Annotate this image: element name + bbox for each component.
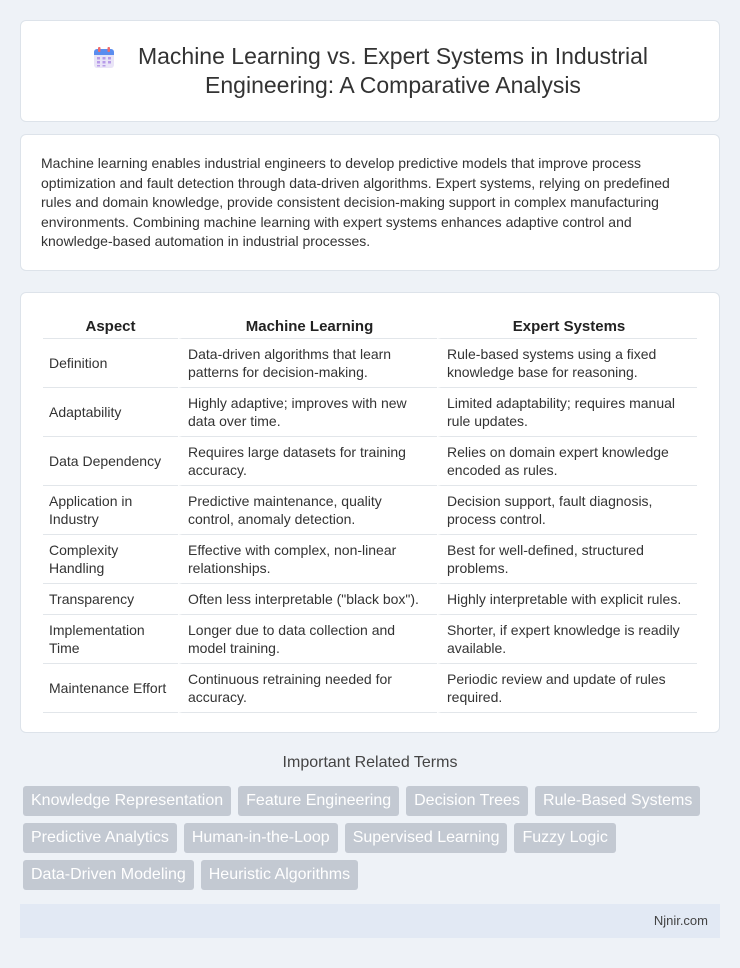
tag-feature-engineering[interactable]: Feature Engineering <box>238 786 399 816</box>
intro-text: Machine learning enables industrial engineers to develop predictive models that improve process optimization and fault detection through data-driven algorithms. Expert systems, relying on predefined rules and domain knowledge, provide consistent decision-making support in complex manufacturing environments. Combining machine learning with expert systems enhances adaptive control and knowledge-based automation in industrial processes. <box>41 155 670 249</box>
aspect-cell: Adaptability <box>43 388 178 437</box>
expert-systems-cell: Limited adaptability; requires manual rule updates. <box>437 388 697 437</box>
aspect-cell: Complexity Handling <box>43 535 178 584</box>
expert-systems-cell: Best for well-defined, structured problems. <box>437 535 697 584</box>
expert-systems-cell: Decision support, fault diagnosis, process control. <box>437 486 697 535</box>
machine-learning-cell: Longer due to data collection and model training. <box>178 615 437 664</box>
footer-site-link[interactable]: Njnir.com <box>653 913 708 928</box>
machine-learning-cell: Continuous retraining needed for accuracy. <box>178 664 437 713</box>
page-title-line-1: Machine Learning vs. Expert Systems in Industrial <box>137 43 649 69</box>
expert-systems-cell: Rule-based systems using a fixed knowledge base for reasoning. <box>437 339 697 388</box>
aspect-cell: Data Dependency <box>43 437 178 486</box>
expert-systems-cell: Shorter, if expert knowledge is readily available. <box>437 615 697 664</box>
table-row <box>43 339 697 388</box>
comparison-table <box>43 315 697 713</box>
aspect-cell: Implementation Time <box>43 615 178 664</box>
tag-predictive-analytics[interactable]: Predictive Analytics <box>23 823 177 853</box>
machine-learning-cell: Highly adaptive; improves with new data over time. <box>178 388 437 437</box>
machine-learning-cell: Predictive maintenance, quality control, anomaly detection. <box>178 486 437 535</box>
expert-systems-cell: Relies on domain expert knowledge encoded as rules. <box>437 437 697 486</box>
table-row <box>43 486 697 535</box>
aspect-cell: Maintenance Effort <box>43 664 178 713</box>
expert-systems-cell: Periodic review and update of rules required. <box>437 664 697 713</box>
aspect-cell: Transparency <box>43 584 178 615</box>
column-header-machine-learning: Machine Learning <box>178 315 437 339</box>
aspect-cell: Definition <box>43 339 178 388</box>
table-row <box>43 388 697 437</box>
column-header-aspect: Aspect <box>43 315 178 339</box>
machine-learning-cell: Often less interpretable ("black box"). <box>178 584 437 615</box>
table-row <box>43 615 697 664</box>
machine-learning-cell: Data-driven algorithms that learn patterns for decision-making. <box>178 339 437 388</box>
related-terms-tags <box>23 786 713 890</box>
tag-fuzzy-logic[interactable]: Fuzzy Logic <box>514 823 615 853</box>
column-header-expert-systems: Expert Systems <box>437 315 697 339</box>
machine-learning-cell: Effective with complex, non-linear relationships. <box>178 535 437 584</box>
table-row <box>43 535 697 584</box>
tag-supervised-learning[interactable]: Supervised Learning <box>345 823 508 853</box>
table-header-row <box>43 315 697 339</box>
aspect-cell: Application in Industry <box>43 486 178 535</box>
page-title-line-2: Engineering: A Comparative Analysis <box>205 72 581 98</box>
related-terms-heading: Important Related Terms <box>282 754 458 771</box>
tag-knowledge-representation[interactable]: Knowledge Representation <box>23 786 231 816</box>
calendar-icon <box>92 46 116 70</box>
table-row <box>43 584 697 615</box>
tag-decision-trees[interactable]: Decision Trees <box>406 786 528 816</box>
tag-heuristic-algorithms[interactable]: Heuristic Algorithms <box>201 860 358 890</box>
header-card <box>20 20 720 122</box>
comparison-table-card <box>20 292 720 733</box>
page-title <box>138 42 648 100</box>
tag-rule-based-systems[interactable]: Rule-Based Systems <box>535 786 700 816</box>
machine-learning-cell: Requires large datasets for training accuracy. <box>178 437 437 486</box>
expert-systems-cell: Highly interpretable with explicit rules. <box>437 584 697 615</box>
footer <box>20 904 720 938</box>
intro-card <box>20 134 720 271</box>
tag-human-in-the-loop[interactable]: Human-in-the-Loop <box>184 823 338 853</box>
tag-data-driven-modeling[interactable]: Data-Driven Modeling <box>23 860 194 890</box>
table-row <box>43 664 697 713</box>
table-row <box>43 437 697 486</box>
